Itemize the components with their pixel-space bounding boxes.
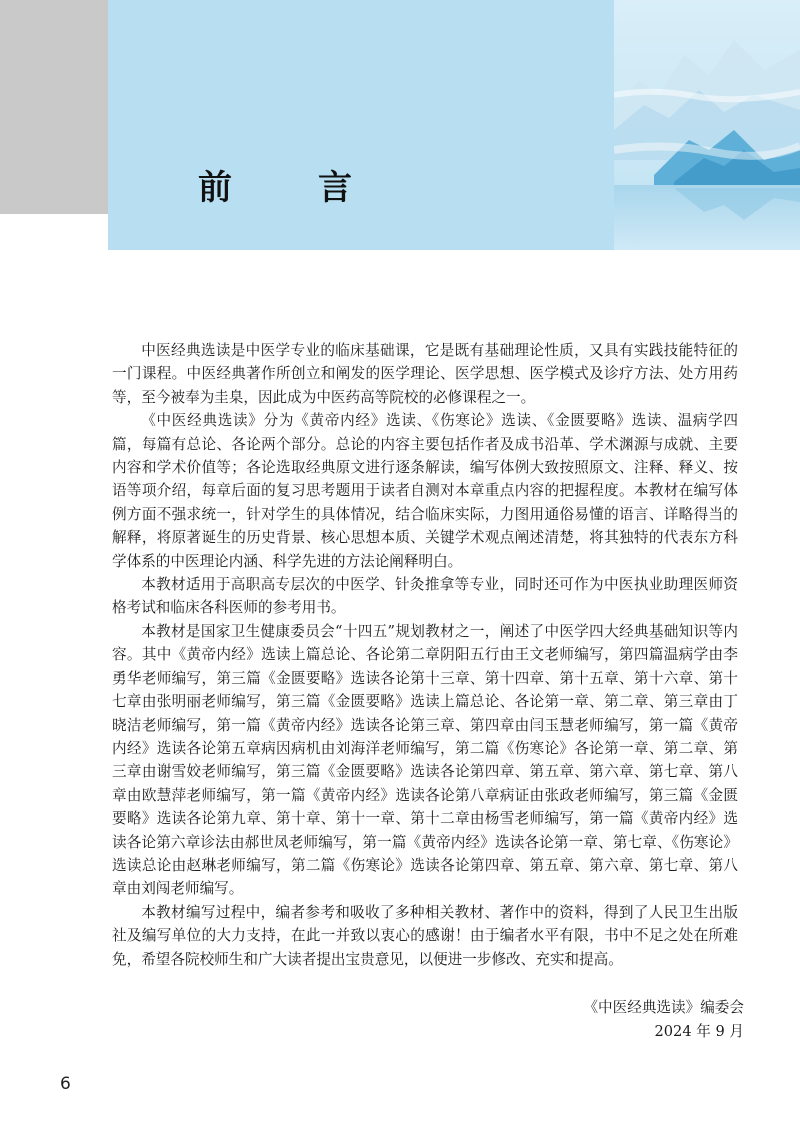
paragraph-3: 本教材适用于高职高专层次的中医学、针灸推拿等专业，同时还可作为中医执业助理医师资格考试和临床各科医师的参考用书。 [112, 576, 738, 617]
paragraph-2: 《中医经典选读》分为《黄帝内经》选读、《伤寒论》选读、《金匮要略》选读、温病学四篇，每篇有总论、各论两个部分。总论的内容主要包括作者及成书沿革、学术渊源与成就、主要内容和学术价值等；各论选取经典原文进行逐条解读，编写体例大致按照原文、注释、释义、按语等项介绍，每章后面的复习思考题用于读者自测对本章重点内容的把握程度。本教材在编写体例方面不强求统一，针对学生的具体情况，结合临床实际，力图用通俗易懂的语言、详略得当的解释，将原著诞生的历史背景、核心思想本质、关键学术观点阐述清楚，将其独特的代表东方科学体系的中医理论内涵、科学先进的方法论阐释明白。 [112, 412, 738, 570]
corner-gray-block [0, 0, 108, 214]
editorial-committee: 《中医经典选读》编委会 [583, 999, 744, 1016]
paragraph-5: 本教材编写过程中，编者参考和吸收了多种相关教材、著作中的资料，得到了人民卫生出版社及编写单位的大力支持，在此一并致以衷心的感谢！由于编者水平有限，书中不足之处在所难免，希望各院校师生和广大读者提出宝贵意见，以便进一步修改、充实和提高。 [112, 903, 738, 968]
misty-mountain-landscape-icon [614, 0, 800, 250]
paragraph-4: 本教材是国家卫生健康委员会“十四五”规划教材之一，阐述了中医学四大经典基础知识等内容。其中《黄帝内经》选读上篇总论、各论第二章阴阳五行由王文老师编写，第四篇温病学由李勇华老师编写，第三篇《金匮要略》选读各论第十三章、第十四章、第十五章、第十六章、第十七章由张明丽老师编写，第三篇《金匮要略》选读上篇总论、各论第一章、第二章、第三章由丁晓洁老师编写，第一篇《黄帝内经》选读各论第三章、第四章由闫玉慧老师编写，第一篇《黄帝内经》选读各论第五章病因病机由刘海洋老师编写，第二篇《伤寒论》各论第一章、第二章、第三章由谢雪姣老师编写，第三篇《金匮要略》选读各论第四章、第五章、第六章、第七章、第八章由欧慧萍老师编写，第一篇《黄帝内经》选读各论第八章病证由张政老师编写，第三篇《金匮要略》选读各论第九章、第十章、第十一章、第十二章由杨雪老师编写，第一篇《黄帝内经》选读各论第六章诊法由郝世凤老师编写，第一篇《黄帝内经》选读各论第一章、第七章、《伤寒论》选读总论由赵琳老师编写，第二篇《伤寒论》选读各论第四章、第五章、第六章、第七章、第八章由刘闯老师编写。 [112, 622, 738, 898]
page-number: 6 [60, 1074, 71, 1094]
paragraph-1: 中医经典选读是中医学专业的临床基础课，它是既有基础理论性质，又具有实践技能特征的一门课程。中医经典著作所创立和阐发的医学理论、医学思想、医学模式及诊疗方法、处方用药等，至今被奉为圭臬，因此成为中医药高等院校的必修课程之一。 [112, 342, 738, 406]
chapter-header-band [108, 0, 800, 250]
signature-date: 2024 年 9 月 [654, 1023, 744, 1040]
preface-body [112, 339, 738, 971]
signature-block [583, 996, 744, 1044]
page-title: 前 言 [198, 168, 378, 208]
